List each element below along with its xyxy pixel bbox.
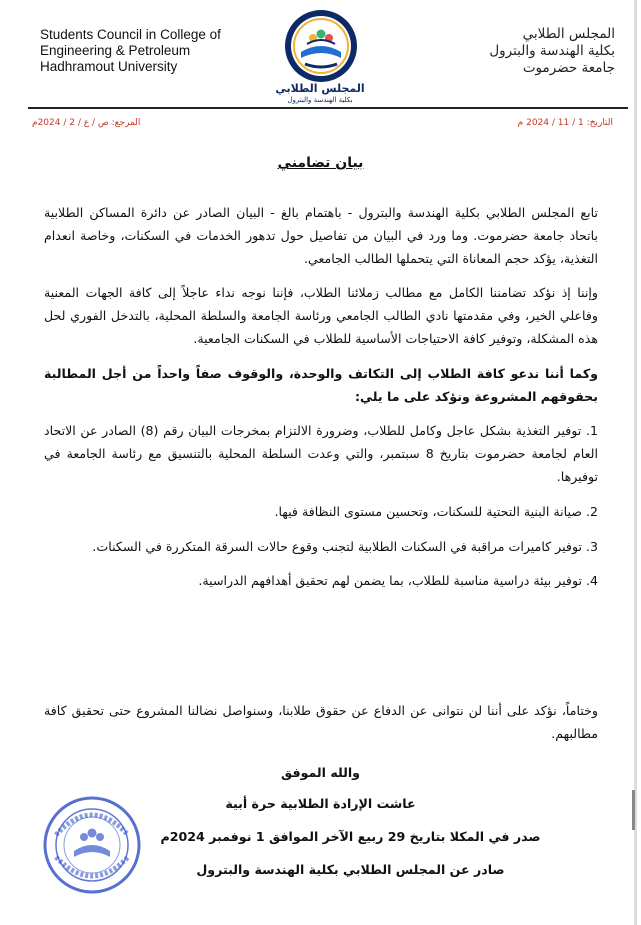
arabic-letterhead-line: جامعة حضرموت [522,60,615,76]
statement-body [44,202,598,605]
page-edge-mark [632,790,635,830]
english-letterhead-line: Engineering & Petroleum [40,43,191,58]
arabic-letterhead [489,26,615,77]
date-reference: التاريخ: 1 / 11 / 2024 م [517,118,613,128]
arabic-letterhead-line: بكلية الهندسة والبترول [489,43,615,59]
demand-item: 4. توفير بيئة دراسية مناسبة للطلاب، بما يضمن لهم تحقيق أهدافهم الدراسية. [198,573,598,589]
demand-item: 3. توفير كاميرات مراقبة في السكنات الطلابية لتجنب وقوع حالات السرقة المتكررة في السكنات. [92,538,598,554]
page-edge [634,0,637,925]
english-letterhead-line: Students Council in College of [40,27,221,42]
demand-item: 2. صيانة البنية التحتية للسكنات، وتحسين مستوى النظافة فيها. [274,503,598,519]
issuer-line: صادر عن المجلس الطلابي بكلية الهندسة والبترول [196,862,505,877]
arabic-letterhead-line: المجلس الطلابي [522,26,615,42]
slogan-line: عاشت الإرادة الطلابية حرة أبية [225,796,416,811]
demand-item: 1. توفير التغذية بشكل عاجل وكامل للطلاب، وضرورة الالتزام بمخرجات البيان رقم (8) الصادر عن الاتحاد العام لجامعة حضرموت بتاريخ 8 سبتمبر، والتي وعدت السلطة المحلية بالتنسيق مع رئاسة الجامعة في توفيرها. [44,423,599,484]
call-to-students: وكما أننا ندعو كافة الطلاب إلى التكاتف والوحدة، والوقوف صفاً واحداً من أجل المطالبة بحقوقهم المشروعة ونؤكد على ما يلي: [44,365,598,404]
sign-off-line: والله الموفق [280,765,361,780]
logo-caption-sub: بكلية الهندسة والبترول [287,96,353,104]
official-stamp-icon [42,795,142,895]
body-paragraph: تابع المجلس الطلابي بكلية الهندسة والبترول - باهتمام بالغ - البيان الصادر عن دائرة المساكن الطلابية باتحاد جامعة حضرموت. وما ورد في البيان من تفاصيل حول تدهور الخدمات في السكنات، وخاصة انعدام التغذية، يؤكد حجم المعاناة التي يتحملها الطالب الجامعي. [44,205,598,266]
issue-date-line: صدر في المكلا بتاريخ 29 ربيع الآخر الموافق 1 نوفمبر 2024م [160,829,541,844]
english-letterhead [40,27,221,75]
english-letterhead-line: Hadhramout University [40,59,178,74]
body-paragraph: وإننا إذ نؤكد تضامننا الكامل مع مطالب زملائنا الطلاب، فإننا نوجه نداء عاجلاً إلى كافة الجهات المعنية وفاعلي الخير، وفي مقدمتها نادي الطالب الجامعي ورئاسة الجامعة والسلطة المحلية، بالتدخل الفوري لحل هذه المشكلة، وتوفير كافة الاحتياجات الأساسية للطلاب في السكنات الجامعية. [44,285,598,346]
logo-caption-main: المجلس الطلابي [275,82,365,95]
reference-number: المرجع: ص / ع / 2 / 2024م [32,118,141,128]
header-divider [28,107,628,109]
closing-paragraph: وختاماً، نؤكد على أننا لن نتوانى عن الدفاع عن حقوق طلابنا، وسنواصل نضالنا المشروع حتى تحقيق كافة مطالبهم. [44,703,598,741]
council-logo-icon [283,8,359,84]
statement-title: بيان تضامني [277,155,364,171]
